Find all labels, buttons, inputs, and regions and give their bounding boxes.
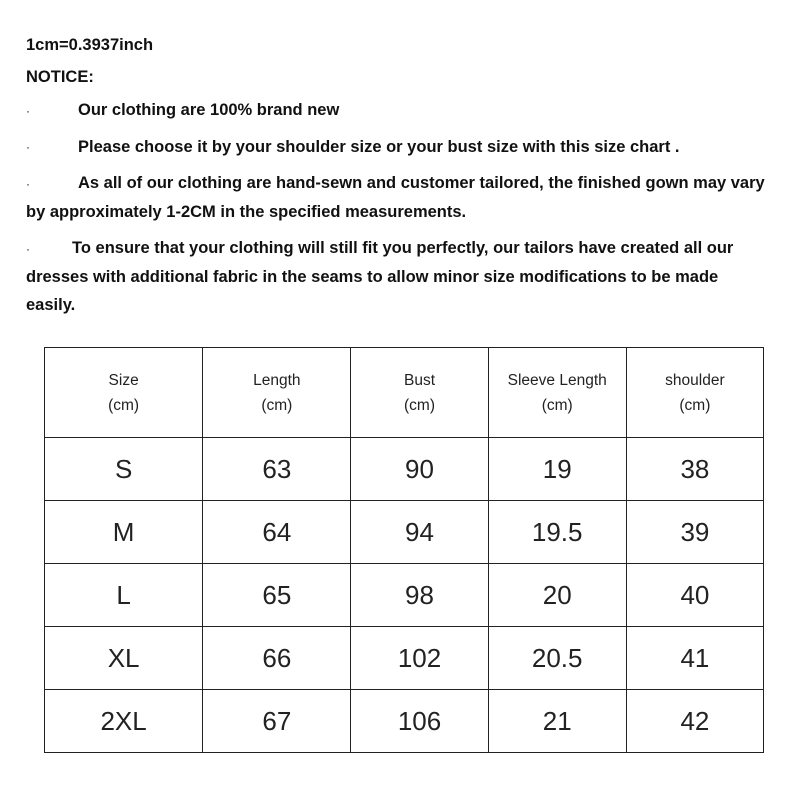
header-label: Length [253, 371, 301, 389]
cell-size: 2XL [45, 690, 203, 753]
header-unit: (cm) [108, 396, 140, 414]
cell-bust: 102 [351, 627, 488, 690]
notice-item [26, 96, 766, 125]
cell-shoulder: 38 [626, 438, 763, 501]
cell-shoulder: 42 [626, 690, 763, 753]
cell-sleeve-length: 20.5 [488, 627, 626, 690]
header-sleeve-length [488, 348, 626, 438]
cell-sleeve-length: 20 [488, 564, 626, 627]
header-unit: (cm) [404, 396, 436, 414]
cell-bust: 94 [351, 501, 488, 564]
cell-length: 65 [203, 564, 351, 627]
notice-item-text: Please choose it by your shoulder size or your bust size with this size chart . [78, 137, 680, 156]
bullet-icon: · [26, 241, 30, 256]
cell-length: 66 [203, 627, 351, 690]
cell-length: 67 [203, 690, 351, 753]
bullet-icon: · [26, 176, 30, 191]
notice-item-text: To ensure that your clothing will still fit you perfectly, our tailors have created all our dresses with additional fabric in the seams to allow minor size modifications to be made easily. [26, 238, 734, 314]
notice-item-text: As all of our clothing are hand-sewn and customer tailored, the finished gown may vary by approximately 1-2CM in the specified measurements. [26, 174, 765, 221]
header-unit: (cm) [679, 396, 711, 414]
cell-bust: 106 [351, 690, 488, 753]
cell-shoulder: 40 [626, 564, 763, 627]
cell-sleeve-length: 19 [488, 438, 626, 501]
cell-shoulder: 39 [626, 501, 763, 564]
table-row [45, 690, 764, 753]
table-row [45, 627, 764, 690]
header-shoulder [626, 348, 763, 438]
cell-length: 63 [203, 438, 351, 501]
cell-size: S [45, 438, 203, 501]
header-label: Bust [404, 371, 436, 389]
header-size [45, 348, 203, 438]
cell-length: 64 [203, 501, 351, 564]
header-length [203, 348, 351, 438]
bullet-icon: · [26, 140, 30, 155]
table-row [45, 501, 764, 564]
cell-sleeve-length: 19.5 [488, 501, 626, 564]
header-unit: (cm) [261, 396, 293, 414]
notice-heading: NOTICE: [26, 68, 94, 86]
header-label: Size [108, 371, 139, 389]
cell-bust: 98 [351, 564, 488, 627]
cell-shoulder: 41 [626, 627, 763, 690]
unit-conversion: 1cm=0.3937inch [26, 36, 154, 54]
notice-item [26, 133, 766, 162]
notice-section [26, 34, 766, 327]
header-label: Sleeve Length [507, 371, 607, 389]
table-row [45, 438, 764, 501]
cell-size: M [45, 501, 203, 564]
notice-item-text: Our clothing are 100% brand new [78, 101, 340, 119]
header-bust [351, 348, 488, 438]
notice-item [26, 169, 766, 226]
bullet-icon: · [26, 103, 30, 118]
cell-sleeve-length: 21 [488, 690, 626, 753]
cell-bust: 90 [351, 438, 488, 501]
header-unit: (cm) [541, 396, 573, 414]
header-label: shoulder [665, 371, 725, 389]
notice-item [26, 234, 766, 319]
cell-size: XL [45, 627, 203, 690]
table-row [45, 564, 764, 627]
table-header-row [45, 348, 764, 438]
size-chart-table [44, 347, 764, 753]
cell-size: L [45, 564, 203, 627]
